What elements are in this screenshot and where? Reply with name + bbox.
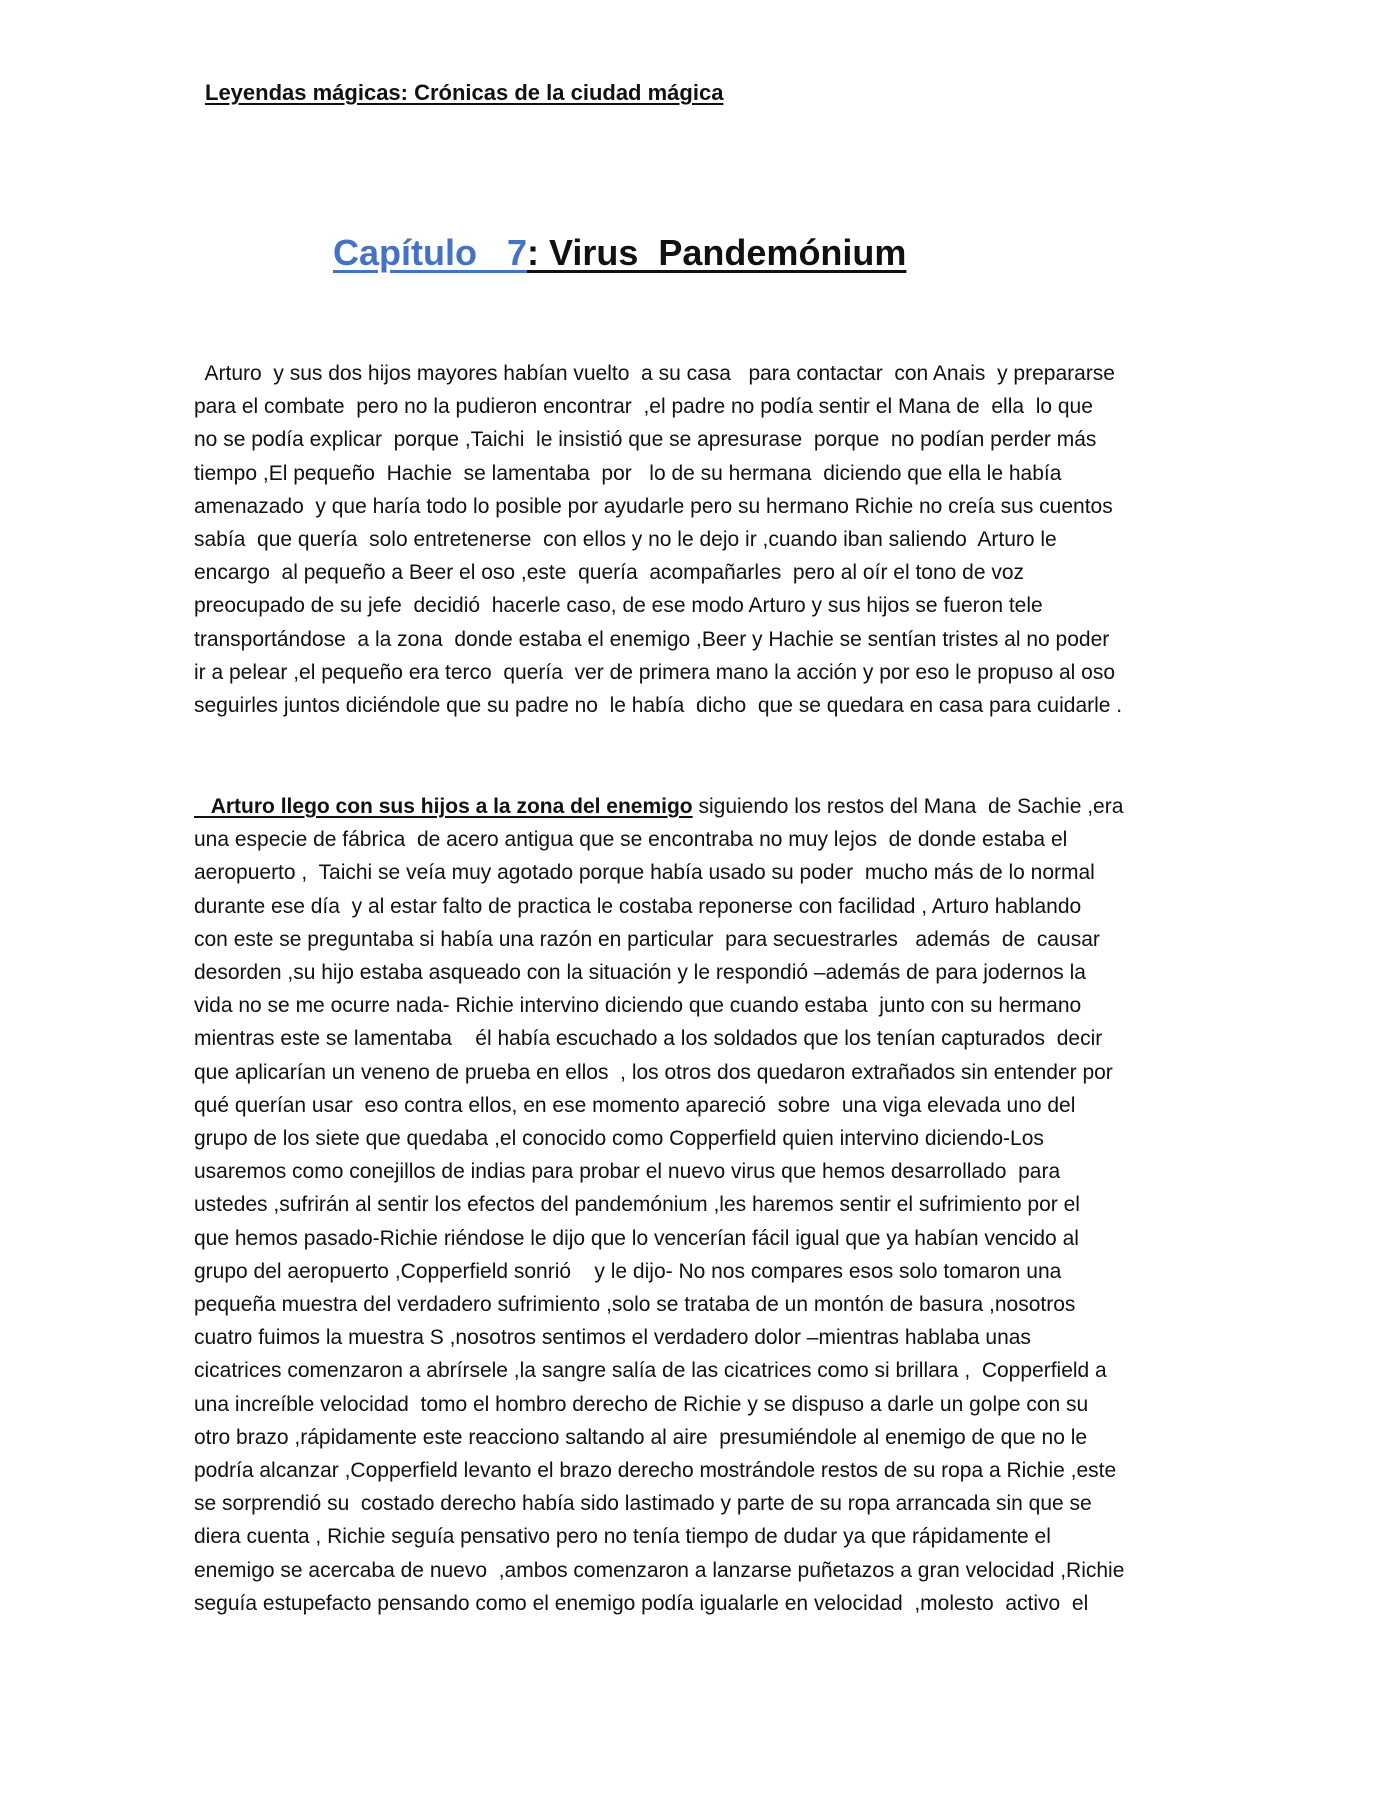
- text-line: se sorprendió su costado derecho había sido lastimado y parte de su ropa arrancada sin que se: [194, 1492, 1092, 1516]
- text-line: ustedes ,sufrirán al sentir los efectos del pandemónium ,les haremos sentir el sufrimiento por el: [194, 1193, 1080, 1217]
- text-line: sabía que quería solo entretenerse con ellos y no le dejo ir ,cuando iban saliendo Arturo le: [194, 528, 1057, 552]
- text-line: una increíble velocidad tomo el hombro derecho de Richie y se dispuso a darle un golpe con su: [194, 1392, 1089, 1416]
- text-line: grupo del aeropuerto ,Copperfield sonrió y le dijo- No nos compares esos solo tomaron una: [194, 1259, 1062, 1283]
- text-line: diera cuenta , Richie seguía pensativo pero no tenía tiempo de dudar ya que rápidamente el: [194, 1525, 1051, 1549]
- text-line: durante ese día y al estar falto de practica le costaba reponerse con facilidad , Arturo hablando: [194, 894, 1082, 918]
- text-line: enemigo se acercaba de nuevo ,ambos comenzaron a lanzarse puñetazos a gran velocidad ,Richie: [194, 1558, 1125, 1582]
- text-line: tiempo ,El pequeño Hachie se lamentaba por lo de su hermana diciendo que ella le había: [194, 461, 1062, 485]
- text-line-lead: [194, 790, 1204, 823]
- text-line: cicatrices comenzaron a abrírsele ,la sangre salía de las cicatrices como si brillara , Copperfield a: [194, 1359, 1107, 1383]
- text-line: seguirles juntos diciéndole que su padre no le había dicho que se quedara en casa para cuidarle .: [194, 694, 1123, 718]
- text-line: una especie de fábrica de acero antigua que se encontraba no muy lejos de donde estaba el: [194, 828, 1068, 852]
- text-line: no se podía explicar porque ,Taichi le insistió que se apresurase porque no podían perder más: [194, 428, 1097, 452]
- chapter-title: : Virus Pandemónium: [527, 232, 907, 273]
- text-line: encargo al pequeño a Beer el oso ,este quería acompañarles pero al oír el tono de voz: [194, 561, 1025, 585]
- text-line: transportándose a la zona donde estaba el enemigo ,Beer y Hachie se sentían tristes al no poder: [194, 627, 1110, 651]
- text-line: Arturo y sus dos hijos mayores habían vuelto a su casa para contactar con Anais y prepararse: [194, 362, 1115, 385]
- text-line: ir a pelear ,el pequeño era terco quería ver de primera mano la acción y por eso le propuso al oso: [194, 660, 1116, 684]
- text-line: grupo de los siete que quedaba ,el conocido como Copperfield quien intervino diciendo-Los: [194, 1127, 1044, 1151]
- text-line: amenazado y que haría todo lo posible por ayudarle pero su hermano Richie no creía sus cuentos: [194, 494, 1113, 518]
- text-line: usaremos como conejillos de indias para probar el nuevo virus que hemos desarrollado para: [194, 1160, 1061, 1184]
- text-line: que aplicarían un veneno de prueba en ellos , los otros dos quedaron extrañados sin entender por: [194, 1060, 1113, 1084]
- text-line: pequeña muestra del verdadero sufrimiento ,solo se trataba de un montón de basura ,nosotros: [194, 1293, 1076, 1317]
- text-line: para el combate pero no la pudieron encontrar ,el padre no podía sentir el Mana de ella lo que: [194, 395, 1093, 419]
- text-line: cuatro fuimos la muestra S ,nosotros sentimos el verdadero dolor –mientras hablaba unas: [194, 1326, 1031, 1350]
- text-line: preocupado de su jefe decidió hacerle caso, de ese modo Arturo y sus hijos se fueron tele: [194, 594, 1043, 618]
- chapter-number: Capítulo 7: [333, 232, 528, 273]
- paragraph-2: [194, 790, 1204, 1620]
- text-line: mientras este se lamentaba él había escuchado a los soldados que los tenían capturados decir: [194, 1027, 1103, 1051]
- paragraph-1: [194, 357, 1204, 722]
- text-line: aeropuerto , Taichi se veía muy agotado porque había usado su poder mucho más de lo normal: [194, 861, 1095, 885]
- paragraph-lead: Arturo llego con sus hijos a la zona del enemigo: [194, 795, 693, 818]
- text-line: otro brazo ,rápidamente este reacciono saltando al aire presumiéndole al enemigo de que no le: [194, 1425, 1088, 1449]
- book-title: Leyendas mágicas: Crónicas de la ciudad mágica: [205, 80, 724, 105]
- text-line: con este se preguntaba si había una razón en particular para secuestrarles además de causar: [194, 927, 1100, 951]
- text-line: podría alcanzar ,Copperfield levanto el brazo derecho mostrándole restos de su ropa a Richie ,este: [194, 1459, 1117, 1483]
- text-line: vida no se me ocurre nada- Richie intervino diciendo que cuando estaba junto con su hermano: [194, 994, 1082, 1018]
- paragraph-lead-rest: siguiendo los restos del Mana de Sachie ,era: [692, 795, 1124, 818]
- text-line: seguía estupefacto pensando como el enemigo podía igualarle en velocidad ,molesto activo el: [194, 1591, 1089, 1615]
- chapter-heading: [333, 232, 906, 274]
- text-line: qué querían usar eso contra ellos, en ese momento apareció sobre una viga elevada uno del: [194, 1093, 1076, 1117]
- text-line: que hemos pasado-Richie riéndose le dijo que lo vencerían fácil igual que ya habían vencido al: [194, 1226, 1079, 1250]
- text-line: desorden ,su hijo estaba asqueado con la situación y le respondió –además de para jodernos la: [194, 961, 1086, 985]
